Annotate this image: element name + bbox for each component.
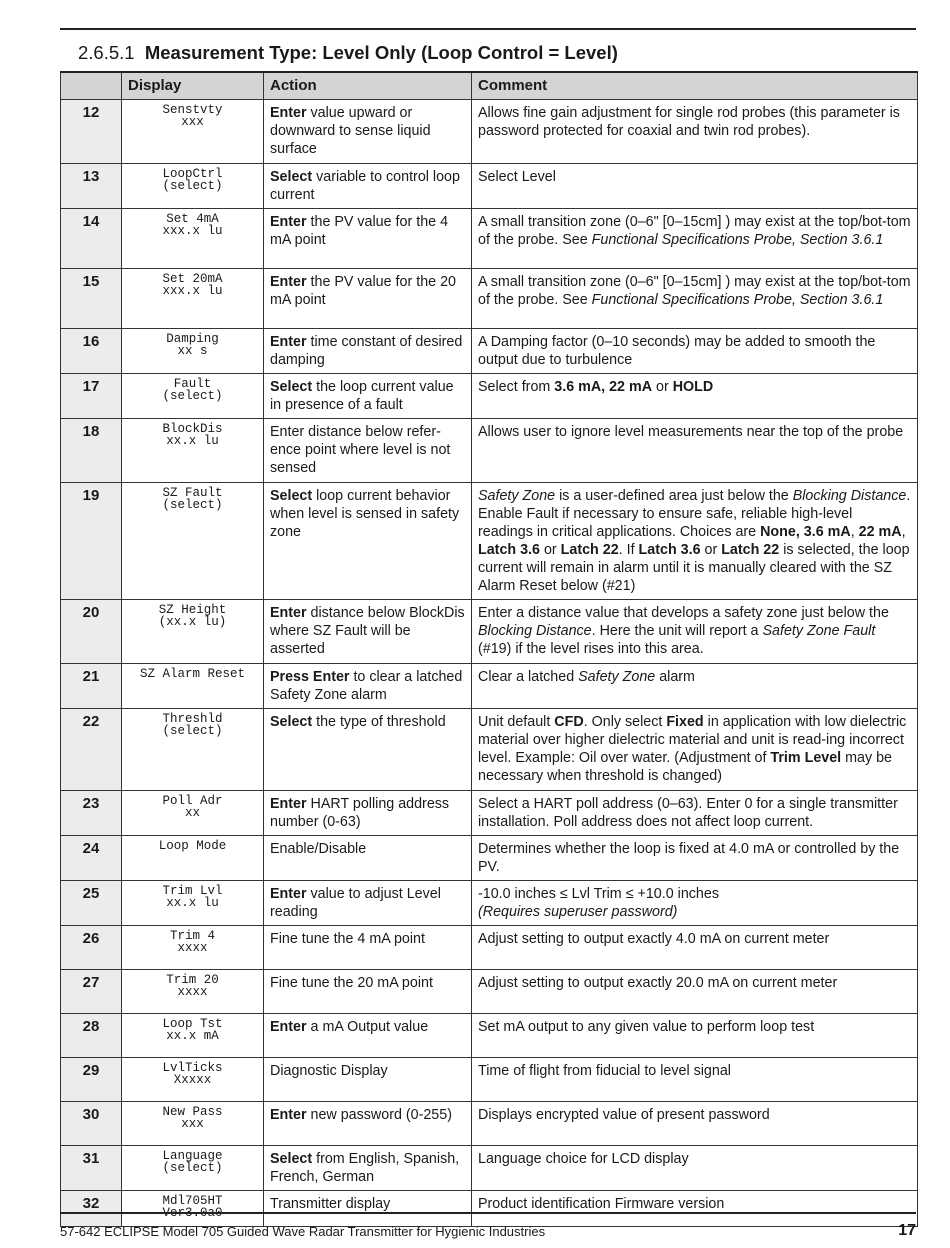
text-run: value to adjust Level reading (270, 886, 441, 920)
table-row (61, 1191, 918, 1227)
table-row (61, 1058, 918, 1102)
action-cell (264, 164, 472, 209)
top-rule (60, 28, 916, 30)
text-run: Press Enter (270, 669, 350, 685)
action-cell (264, 374, 472, 419)
display-code: SZ Height (xx.x lu) (122, 600, 264, 664)
text-run: Select from (478, 379, 555, 395)
table-row (61, 269, 918, 329)
action-cell (264, 664, 472, 709)
row-number: 13 (61, 164, 122, 209)
table-row (61, 419, 918, 483)
text-run: in application with low dielectric material over higher dielectric material and unit is read-ing incorrect level. Example: Oil over water. (Adjustment of (478, 714, 907, 766)
text-run: the loop current value in presence of a fault (270, 379, 454, 413)
table-body (61, 100, 918, 1227)
text-run: Fine tune the 20 mA point (270, 975, 433, 991)
table-row (61, 881, 918, 926)
comment-cell (472, 1058, 918, 1102)
text-run: Transmitter display (270, 1196, 391, 1212)
action-cell (264, 1058, 472, 1102)
comment-cell (472, 970, 918, 1014)
text-run: Latch 3.6 (478, 542, 540, 558)
comment-cell (472, 1146, 918, 1191)
table-row (61, 329, 918, 374)
text-run: Enter (270, 105, 307, 121)
text-run: Set mA output to any given value to perform loop test (478, 1019, 815, 1035)
header-number (61, 72, 122, 100)
comment-cell (472, 791, 918, 836)
text-run: or (652, 379, 673, 395)
table-row (61, 791, 918, 836)
text-run: Enter (270, 214, 307, 230)
row-number: 32 (61, 1191, 122, 1227)
table-row (61, 164, 918, 209)
text-run: distance below BlockDis where SZ Fault will be asserted (270, 605, 465, 657)
row-number: 30 (61, 1102, 122, 1146)
text-run: Allows user to ignore level measurements near the top of the probe (478, 424, 904, 440)
section-heading: Measurement Type: Level Only (Loop Control = Level) (144, 42, 618, 63)
text-run: Enter (270, 796, 307, 812)
action-cell (264, 419, 472, 483)
display-code: Language (select) (122, 1146, 264, 1191)
text-run: may be necessary when threshold is changed) (478, 750, 893, 784)
row-number: 20 (61, 600, 122, 664)
text-run: new password (0-255) (306, 1107, 452, 1123)
action-cell (264, 791, 472, 836)
text-run: Adjust setting to output exactly 20.0 mA on current meter (478, 975, 838, 991)
text-run: Functional Specifications Probe, Section 3.6.1 (591, 232, 884, 248)
display-code: New Pass xxx (122, 1102, 264, 1146)
settings-table (60, 71, 918, 1227)
table-row (61, 100, 918, 164)
text-run: Safety Zone (478, 488, 556, 504)
display-code: Trim Lvl xx.x lu (122, 881, 264, 926)
text-run: Enable/Disable (270, 841, 367, 857)
text-run: variable to control loop current (270, 169, 460, 203)
text-run: Enter (270, 1107, 307, 1123)
comment-cell (472, 926, 918, 970)
row-number: 15 (61, 269, 122, 329)
text-run: , (850, 524, 859, 540)
comment-cell (472, 1102, 918, 1146)
table-row (61, 709, 918, 791)
table-row (61, 209, 918, 269)
text-run: Trim Level (770, 750, 842, 766)
text-run: . Only select (583, 714, 667, 730)
text-run: alarm (655, 669, 695, 685)
row-number: 14 (61, 209, 122, 269)
display-code: SZ Alarm Reset (122, 664, 264, 709)
row-number: 31 (61, 1146, 122, 1191)
text-run: Enter (270, 1019, 307, 1035)
table-row (61, 926, 918, 970)
row-number: 22 (61, 709, 122, 791)
comment-cell (472, 881, 918, 926)
action-cell (264, 970, 472, 1014)
text-run: Safety Zone Fault (762, 623, 876, 639)
text-run: Enter distance below refer-ence point where level is not sensed (270, 424, 451, 476)
text-run: Select Level (478, 169, 556, 185)
page-number: 17 (898, 1222, 916, 1239)
display-code: Trim 4 xxxx (122, 926, 264, 970)
row-number: 26 (61, 926, 122, 970)
comment-cell (472, 374, 918, 419)
action-cell (264, 269, 472, 329)
display-code: Threshld (select) (122, 709, 264, 791)
action-cell (264, 1191, 472, 1227)
text-run: Language choice for LCD display (478, 1151, 689, 1167)
text-run: HOLD (672, 379, 714, 395)
row-number: 16 (61, 329, 122, 374)
action-cell (264, 1102, 472, 1146)
text-run: time constant of desired damping (270, 334, 463, 368)
action-cell (264, 881, 472, 926)
text-run: Enter (270, 334, 307, 350)
action-cell (264, 926, 472, 970)
text-run: A Damping factor (0–10 seconds) may be added to smooth the output due to turbulence (478, 334, 876, 368)
display-code: Set 20mA xxx.x lu (122, 269, 264, 329)
text-run: the PV value for the 4 mA point (270, 214, 449, 248)
action-cell (264, 709, 472, 791)
section-number: 2.6.5.1 (78, 42, 135, 63)
bottom-rule (60, 1212, 916, 1214)
text-run: A small transition zone (0–6" [0–15cm] ) may exist at the top/bot-tom of the probe. See (478, 274, 911, 308)
text-run: or (700, 542, 722, 558)
text-run: Blocking Distance (792, 488, 907, 504)
display-code: Poll Adr xx (122, 791, 264, 836)
display-code: Loop Tst xx.x mA (122, 1014, 264, 1058)
action-cell (264, 329, 472, 374)
text-run: from English, Spanish, French, German (270, 1151, 460, 1185)
text-run: None, 3.6 mA (760, 524, 851, 540)
row-number: 23 (61, 791, 122, 836)
text-run: Enter (270, 886, 307, 902)
header-action: Action (264, 72, 472, 100)
text-run: Diagnostic Display (270, 1063, 388, 1079)
text-run: Time of flight from fiducial to level signal (478, 1063, 731, 1079)
display-code: BlockDis xx.x lu (122, 419, 264, 483)
display-code: Damping xx s (122, 329, 264, 374)
table-row (61, 1014, 918, 1058)
text-run: Unit default (478, 714, 555, 730)
text-run: Functional Specifications Probe, Section 3.6.1 (591, 292, 884, 308)
row-number: 24 (61, 836, 122, 881)
text-run: , (901, 524, 906, 540)
display-code: Trim 20 xxxx (122, 970, 264, 1014)
footer-text: 57-642 ECLIPSE Model 705 Guided Wave Radar Transmitter for Hygienic Industries (60, 1224, 546, 1239)
text-run: Select (270, 169, 313, 185)
comment-cell (472, 483, 918, 600)
text-run: Select (270, 488, 313, 504)
table-row (61, 836, 918, 881)
text-run: Fixed (666, 714, 704, 730)
display-code: Senstvty xxx (122, 100, 264, 164)
text-run: the PV value for the 20 mA point (270, 274, 456, 308)
text-run: Clear a latched (478, 669, 579, 685)
display-code: LvlTicks Xxxxx (122, 1058, 264, 1102)
row-number: 18 (61, 419, 122, 483)
text-run: -10.0 inches ≤ Lvl Trim ≤ +10.0 inches (478, 886, 719, 902)
text-run: Select a HART poll address (0–63). Enter 0 for a single transmitter installation. Poll address does not affect loop current. (478, 796, 898, 830)
text-run: 3.6 mA, 22 mA (554, 379, 653, 395)
comment-cell (472, 600, 918, 664)
display-code: Fault (select) (122, 374, 264, 419)
row-number: 12 (61, 100, 122, 164)
text-run: to clear a latched Safety Zone alarm (270, 669, 463, 703)
text-run: Latch 22 (721, 542, 780, 558)
header-display: Display (122, 72, 264, 100)
text-run: is selected, the loop current will remain in alarm until it is manually cleared with the SZ Alarm Reset below (#21) (478, 542, 910, 594)
row-number: 17 (61, 374, 122, 419)
text-run: Select (270, 1151, 313, 1167)
text-run: the type of threshold (312, 714, 446, 730)
comment-cell (472, 329, 918, 374)
action-cell (264, 1146, 472, 1191)
action-cell (264, 600, 472, 664)
header-comment: Comment (472, 72, 918, 100)
action-cell (264, 100, 472, 164)
text-run: or (539, 542, 561, 558)
action-cell (264, 483, 472, 600)
text-run: CFD (554, 714, 584, 730)
display-code: SZ Fault (select) (122, 483, 264, 600)
comment-cell (472, 836, 918, 881)
table-row (61, 600, 918, 664)
text-run: (#19) if the level rises into this area. (478, 641, 704, 657)
row-number: 21 (61, 664, 122, 709)
comment-cell (472, 209, 918, 269)
text-run: . Here the unit will report a (591, 623, 763, 639)
text-run: Product identification Firmware version (478, 1196, 725, 1212)
text-run: . Enable Fault if necessary to ensure safe, reliable high-level readings in critical applications. Choices are (478, 488, 911, 540)
display-code: Mdl705HT (122, 1191, 264, 1227)
text-run: a mA Output value (306, 1019, 429, 1035)
text-run: Adjust setting to output exactly 4.0 mA on current meter (478, 931, 830, 947)
action-cell (264, 209, 472, 269)
text-run: A small transition zone (0–6" [0–15cm] ) may exist at the top/bot-tom of the probe. See (478, 214, 911, 248)
text-run: is a user-defined area just below the (555, 488, 793, 504)
text-run: Select (270, 714, 313, 730)
text-run: Safety Zone (578, 669, 656, 685)
comment-cell (472, 100, 918, 164)
text-run: 22 mA (858, 524, 902, 540)
text-run: HART polling address number (0-63) (270, 796, 450, 830)
text-run: Select (270, 379, 313, 395)
text-run: Enter a distance value that develops a safety zone just below the (478, 605, 889, 621)
text-run: value upward or downward to sense liquid surface (270, 105, 431, 157)
action-cell (264, 1014, 472, 1058)
text-run: Fine tune the 4 mA point (270, 931, 425, 947)
comment-cell (472, 664, 918, 709)
text-run: (Requires superuser password) (478, 904, 678, 920)
comment-cell (472, 164, 918, 209)
text-run: Displays encrypted value of present password (478, 1107, 770, 1123)
text-run: Latch 3.6 (638, 542, 701, 558)
table-row (61, 1102, 918, 1146)
display-code: LoopCtrl (select) (122, 164, 264, 209)
row-number: 19 (61, 483, 122, 600)
text-run: Enter (270, 605, 307, 621)
table-header-row (61, 72, 918, 100)
row-number: 28 (61, 1014, 122, 1058)
comment-cell (472, 709, 918, 791)
section-title (78, 42, 618, 64)
table-row (61, 970, 918, 1014)
comment-cell (472, 419, 918, 483)
table-row (61, 483, 918, 600)
display-code: Loop Mode (122, 836, 264, 881)
row-number: 29 (61, 1058, 122, 1102)
row-number: 27 (61, 970, 122, 1014)
table-row (61, 664, 918, 709)
table-row (61, 1146, 918, 1191)
text-run: Allows fine gain adjustment for single rod probes (this parameter is password protected for coaxial and twin rod probes). (478, 105, 900, 139)
display-code: Set 4mA xxx.x lu (122, 209, 264, 269)
text-run: . If (618, 542, 639, 558)
action-cell (264, 836, 472, 881)
text-run: Blocking Distance (478, 623, 592, 639)
text-run: Enter (270, 274, 307, 290)
table-row (61, 374, 918, 419)
comment-cell (472, 269, 918, 329)
row-number: 25 (61, 881, 122, 926)
text-run: loop current behavior when level is sensed in safety zone (270, 488, 460, 540)
text-run: Determines whether the loop is fixed at 4.0 mA or controlled by the PV. (478, 841, 900, 875)
text-run: Latch 22 (560, 542, 619, 558)
comment-cell (472, 1191, 918, 1227)
comment-cell (472, 1014, 918, 1058)
